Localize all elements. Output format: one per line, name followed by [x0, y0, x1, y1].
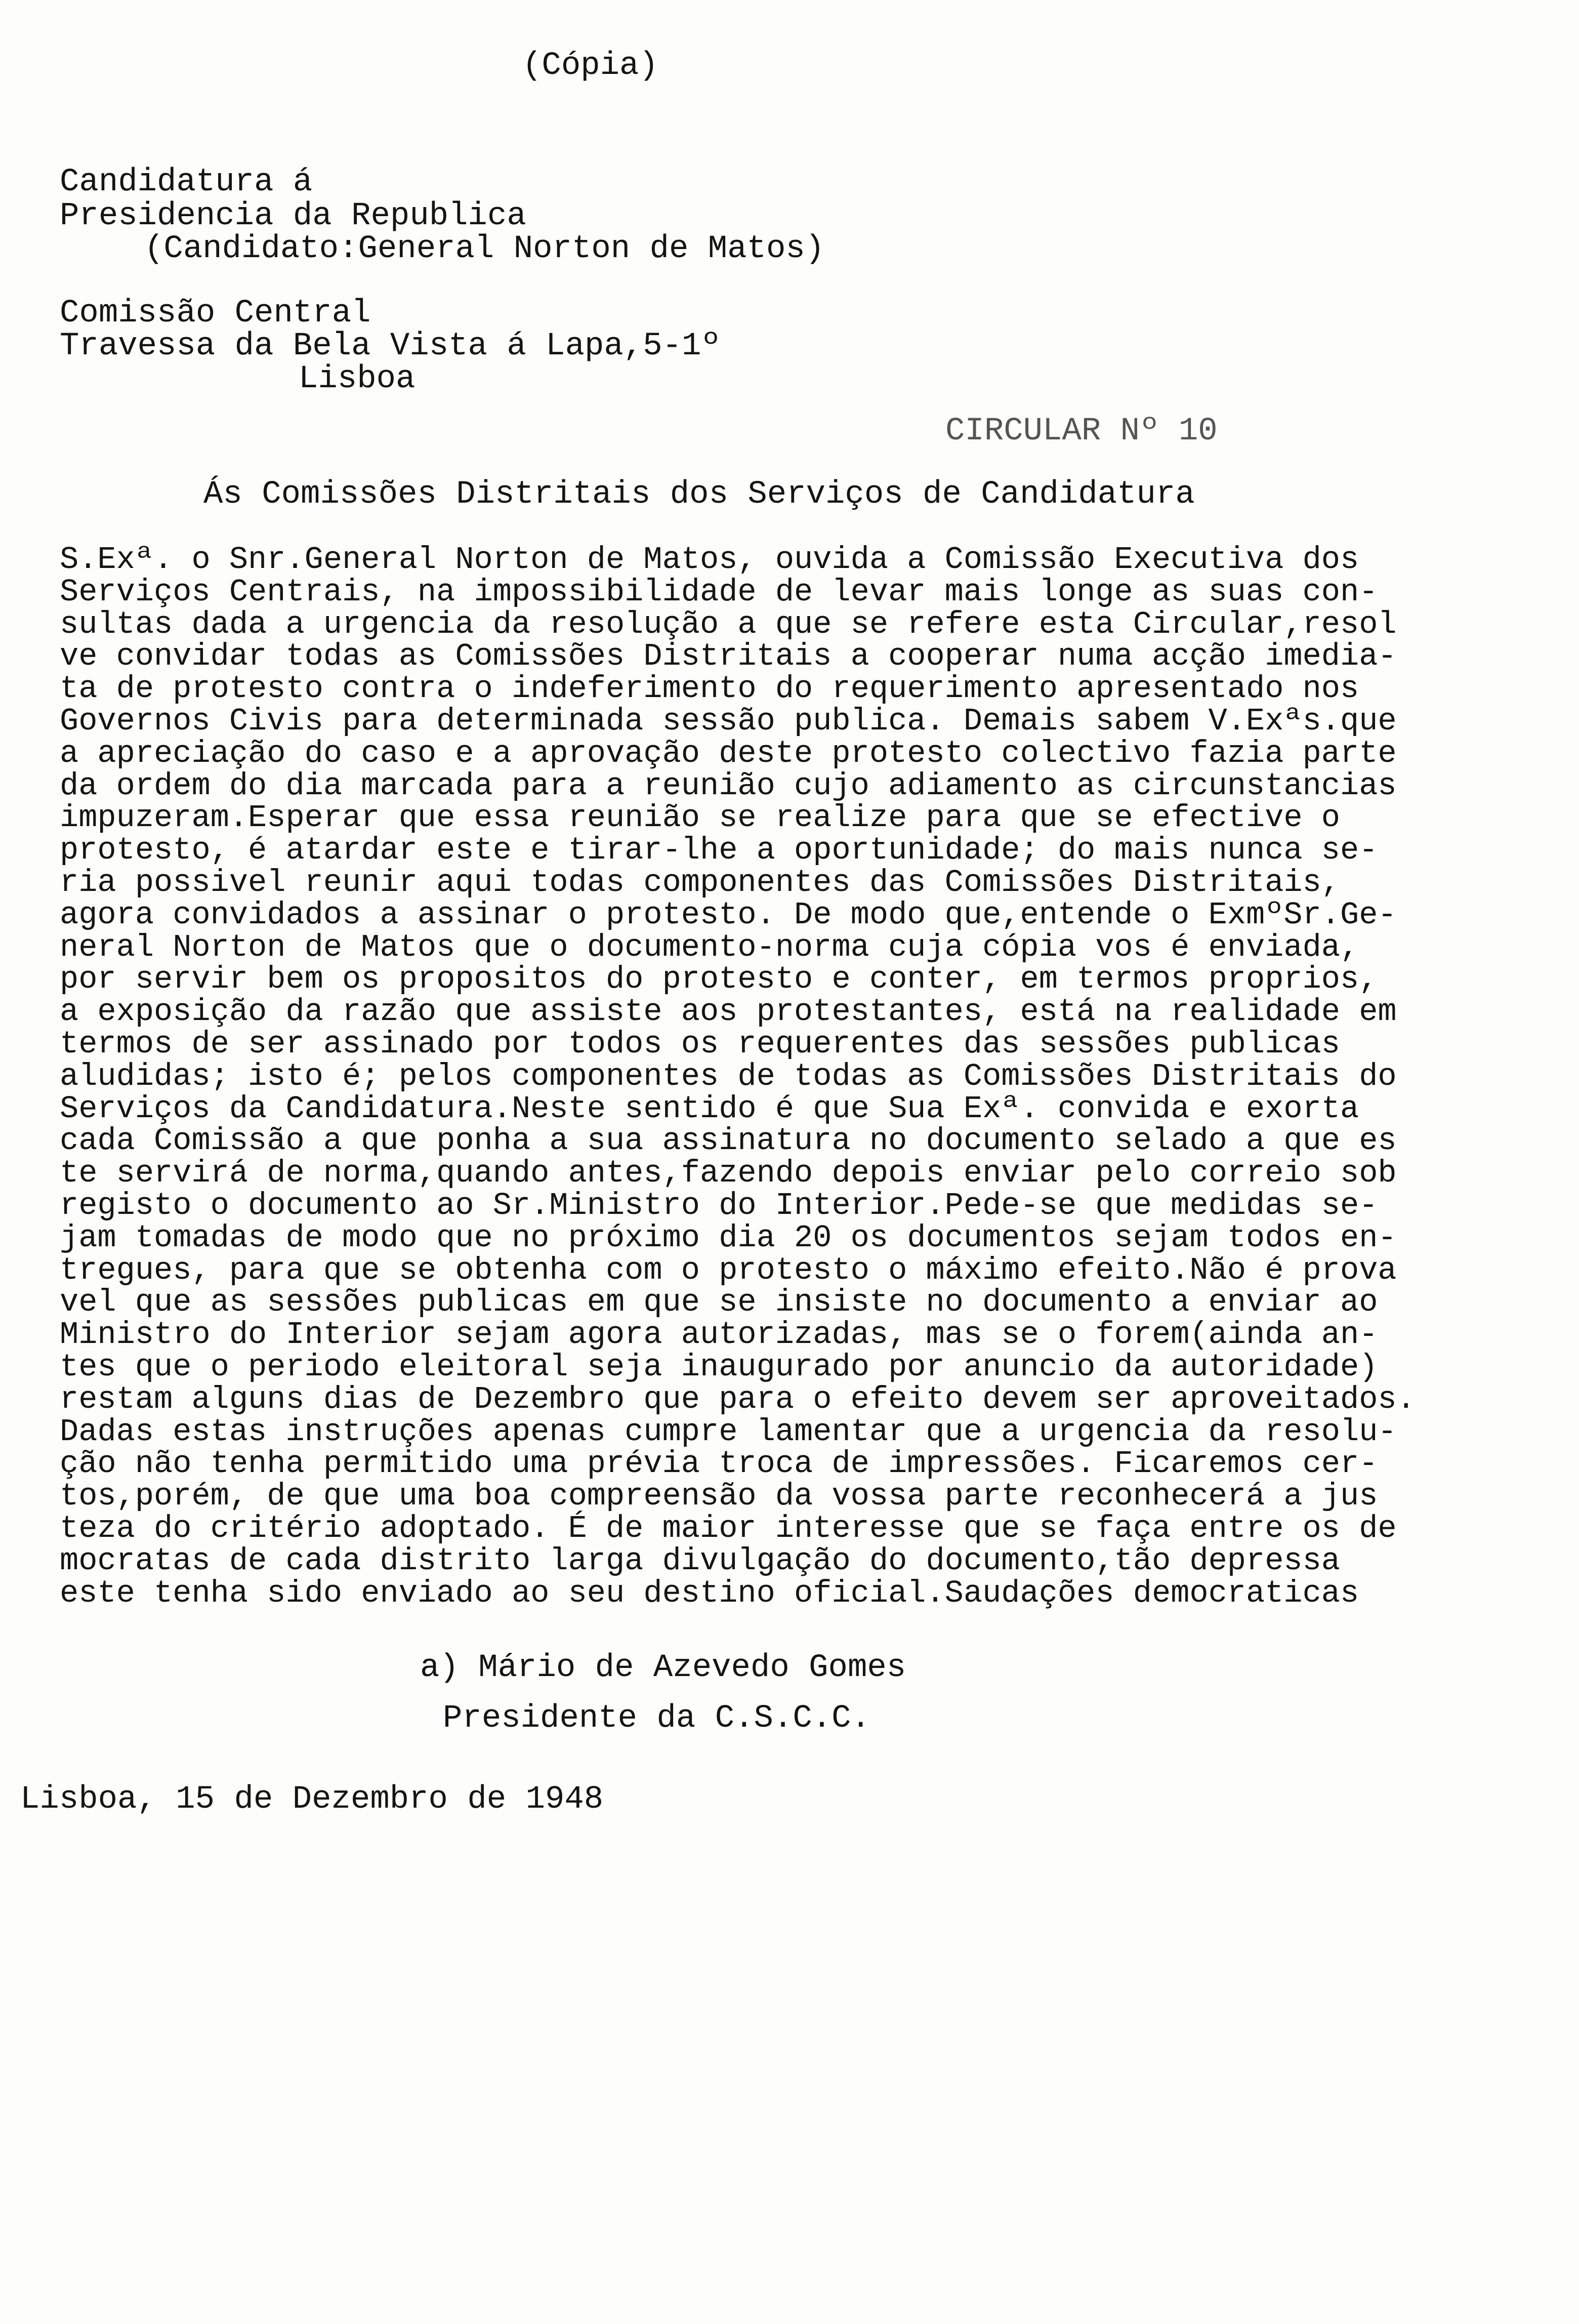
circular-number: CIRCULAR Nº 10: [945, 413, 1218, 450]
org-line-2: Presidencia da Republica: [60, 198, 526, 234]
document-date: Lisboa, 15 de Dezembro de 1948: [20, 1781, 604, 1818]
body-line: Dadas estas instruções apenas cumpre lamentar que a urgencia da resolu-: [60, 1413, 1397, 1450]
body-line: registo o documento ao Sr.Ministro do Interior.Pede-se que medidas se-: [60, 1187, 1378, 1224]
body-line: aludidas; isto é; pelos componentes de todas as Comissões Distritais do: [60, 1058, 1397, 1094]
body-line: da ordem do dia marcada para a reunião cujo adiamento as circunstancias: [60, 767, 1397, 804]
body-line: restam alguns dias de Dezembro que para o efeito devem ser aproveitados.: [60, 1381, 1416, 1417]
body-line: ta de protesto contra o indeferimento do requerimento apresentado nos: [60, 671, 1359, 707]
letter-body: [60, 544, 1517, 1609]
body-line: neral Norton de Matos que o documento-norma cuja cópia vos é enviada,: [60, 929, 1359, 965]
body-line: protesto, é atardar este e tirar-lhe a oportunidade; do mais nunca se-: [60, 832, 1378, 869]
body-line: mocratas de cada distrito larga divulgação do documento,tão depressa: [60, 1542, 1341, 1579]
body-line: ria possivel reunir aqui todas componentes das Comissões Distritais,: [60, 864, 1341, 901]
body-line: Ministro do Interior sejam agora autorizadas, mas se o forem(ainda an-: [60, 1317, 1378, 1353]
org-line-3: (Candidato:General Norton de Matos): [144, 231, 825, 267]
body-line: a exposição da razão que assiste aos protestantes, está na realidade em: [60, 994, 1397, 1030]
body-line: termos de ser assinado por todos os requerentes das sessões publicas: [60, 1026, 1341, 1062]
body-line: teza do critério adoptado. É de maior interesse que se faça entre os de: [60, 1510, 1397, 1546]
signature-name: a) Mário de Azevedo Gomes: [420, 1650, 906, 1686]
body-line: por servir bem os propositos do protesto e conter, em termos proprios,: [60, 961, 1378, 998]
commission-city: Lisboa: [299, 361, 415, 397]
body-line: este tenha sido enviado ao seu destino oficial.Saudações democraticas: [60, 1575, 1359, 1611]
body-line: tregues, para que se obtenha com o protesto o máximo efeito.Não é prova: [60, 1252, 1397, 1288]
body-line: jam tomadas de modo que no próximo dia 20 os documentos sejam todos en-: [60, 1219, 1397, 1256]
commission-address: Travessa da Bela Vista á Lapa,5-1º: [60, 328, 721, 364]
body-line: ve convidar todas as Comissões Distritais a cooperar numa acção imedia-: [60, 638, 1397, 675]
org-line-1: Candidatura á: [60, 164, 313, 200]
copy-mark: (Cópia): [522, 48, 658, 84]
body-line: Governos Civis para determinada sessão publica. Demais sabem V.Exªs.que: [60, 703, 1397, 739]
body-line: Serviços Centrais, na impossibilidade de levar mais longe as suas con-: [60, 574, 1378, 610]
addressee-line: Ás Comissões Distritais dos Serviços de Candidatura: [203, 476, 1195, 513]
body-line: sultas dada a urgencia da resolução a que se refere esta Circular,resol: [60, 606, 1397, 642]
body-line: tes que o periodo eleitoral seja inaugurado por anuncio da autoridade): [60, 1349, 1378, 1385]
commission-name: Comissão Central: [60, 295, 371, 332]
body-line: tos,porém, de que uma boa compreensão da vossa parte reconhecerá a jus: [60, 1478, 1378, 1515]
body-line: cada Comissão a que ponha a sua assinatura no documento selado a que es: [60, 1123, 1397, 1159]
body-line: te servirá de norma,quando antes,fazendo depois enviar pelo correio sob: [60, 1155, 1397, 1192]
body-line: agora convidados a assinar o protesto. De modo que,entende o ExmºSr.Ge-: [60, 896, 1397, 933]
body-line: a apreciação do caso e a aprovação deste protesto colectivo fazia parte: [60, 735, 1397, 771]
body-line: Serviços da Candidatura.Neste sentido é que Sua Exª. convida e exorta: [60, 1090, 1359, 1127]
body-line: vel que as sessões publicas em que se insiste no documento a enviar ao: [60, 1284, 1378, 1321]
body-line: S.Exª. o Snr.General Norton de Matos, ouvida a Comissão Executiva dos: [60, 542, 1359, 578]
signature-title: Presidente da C.S.C.C.: [443, 1700, 870, 1737]
body-line: ção não tenha permitido uma prévia troca de impressões. Ficaremos cer-: [60, 1446, 1378, 1482]
body-line: impuzeram.Esperar que essa reunião se realize para que se efective o: [60, 800, 1341, 836]
